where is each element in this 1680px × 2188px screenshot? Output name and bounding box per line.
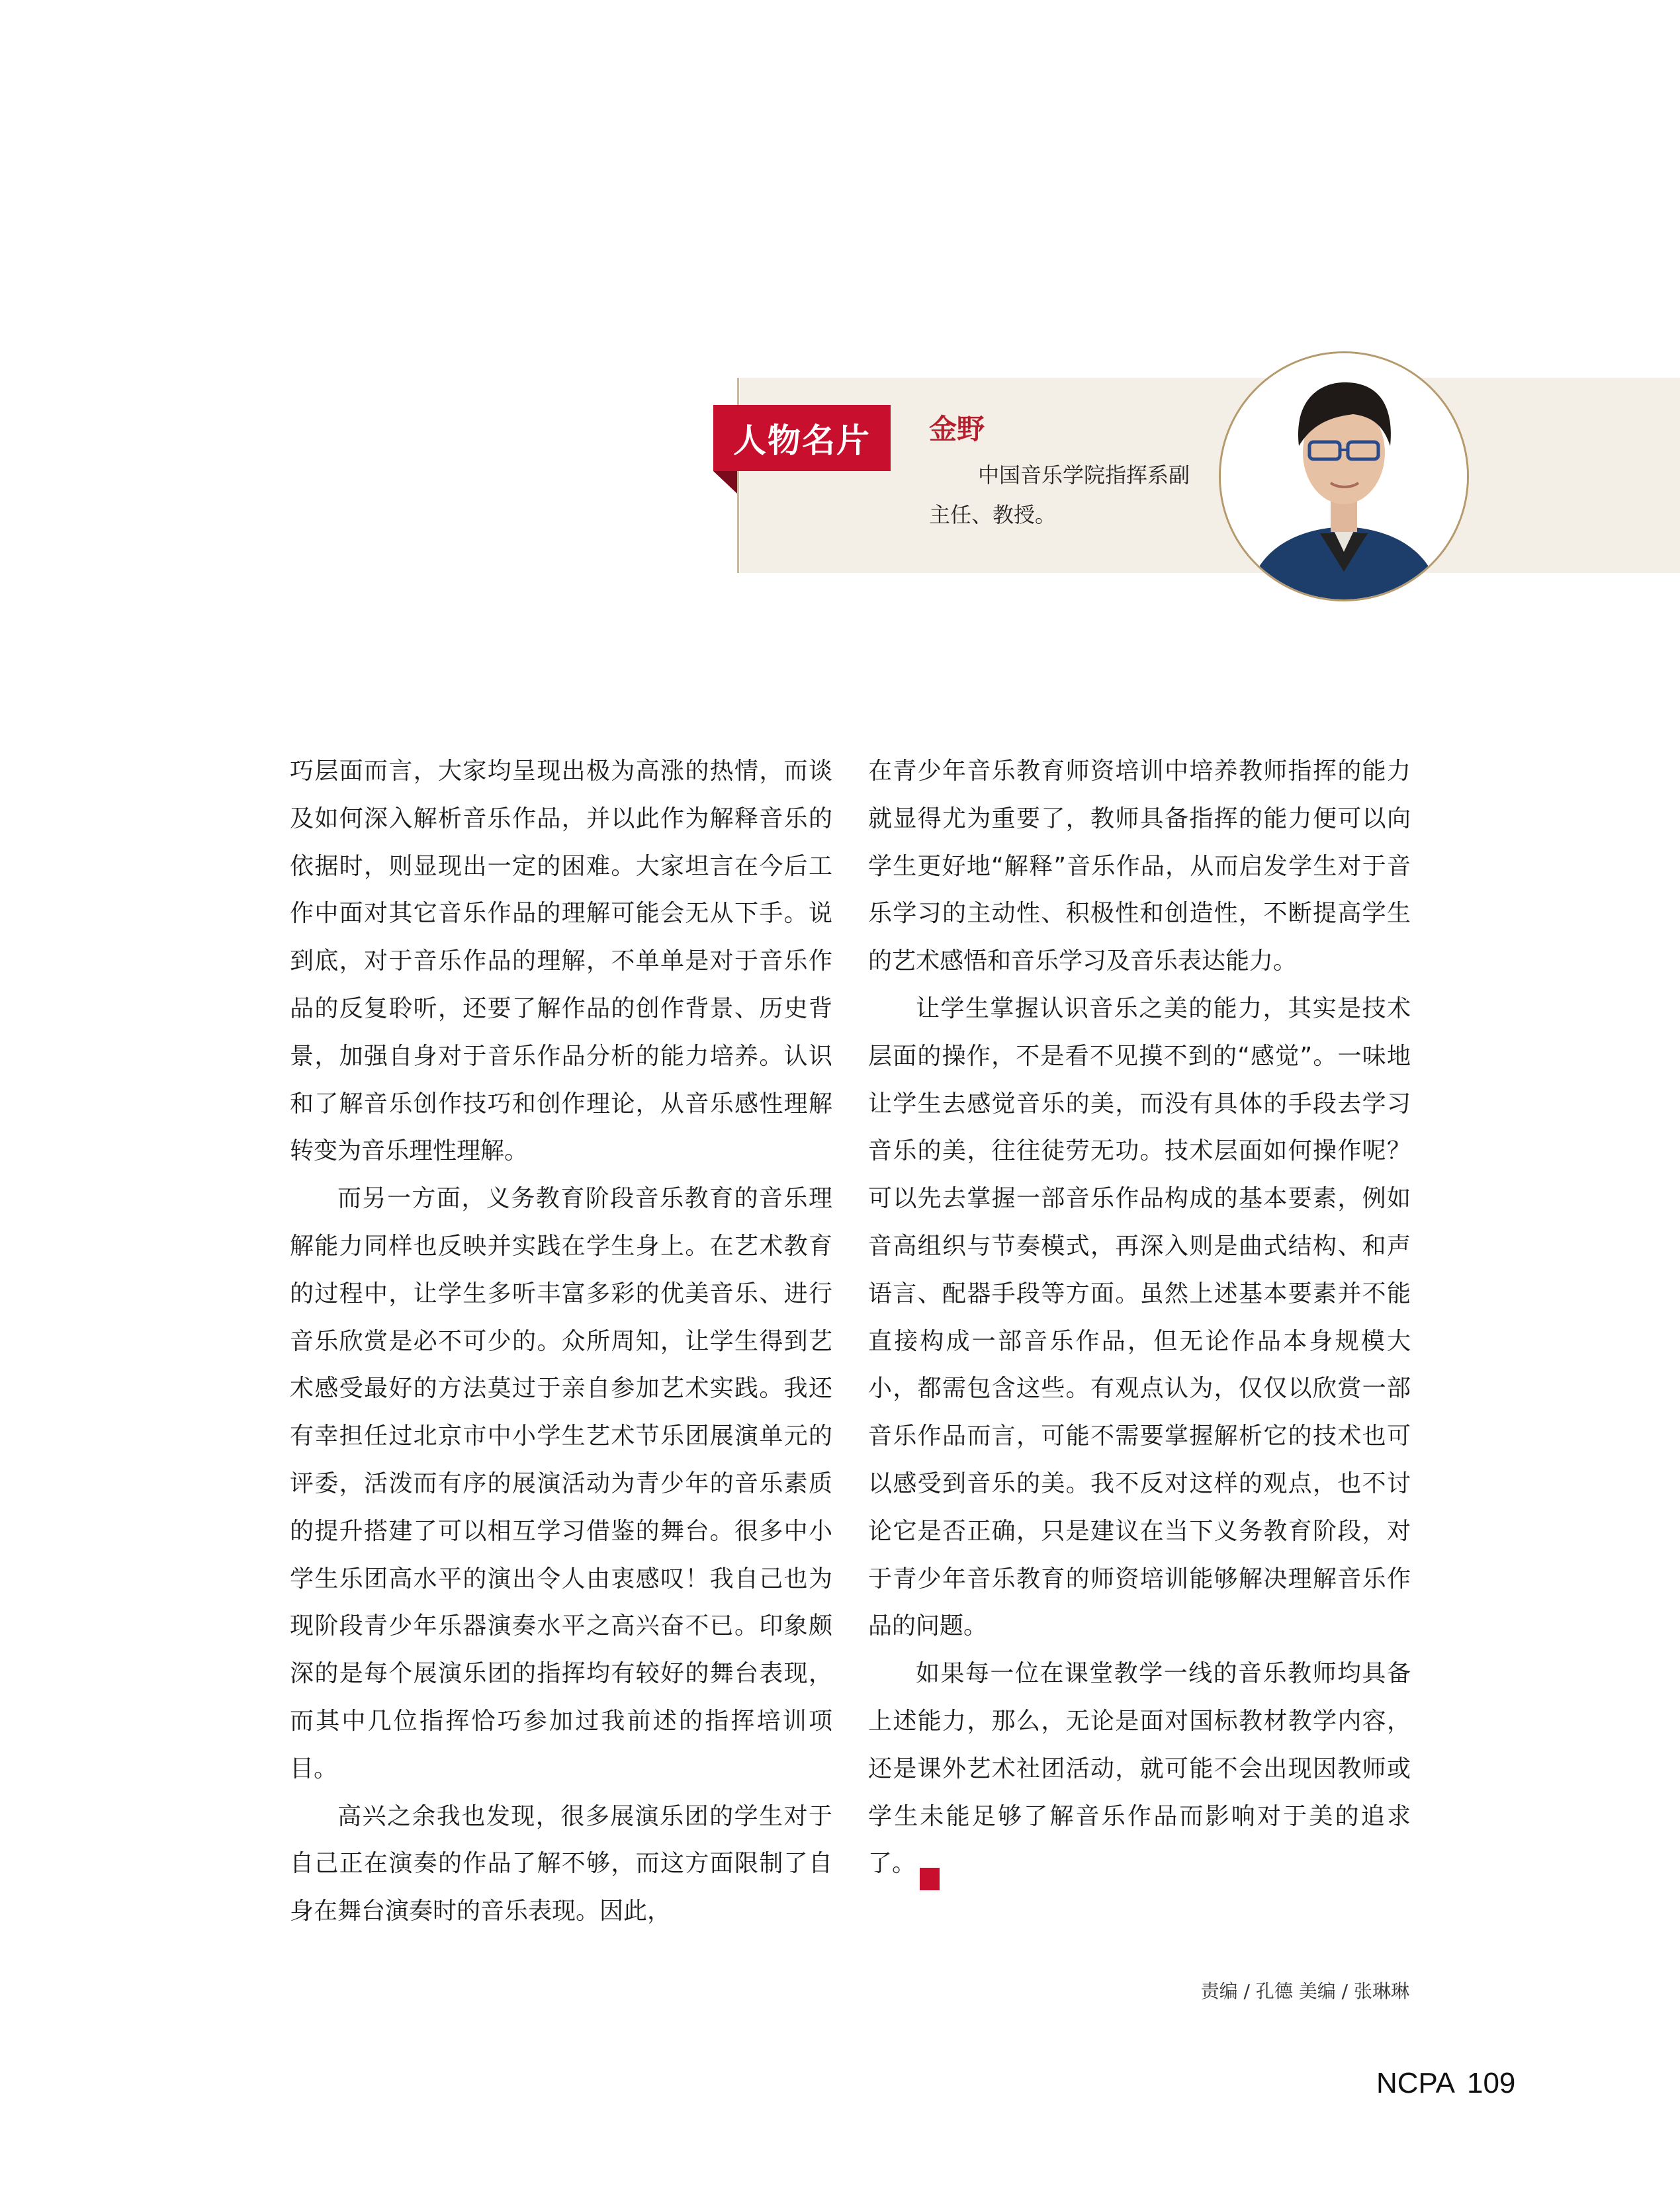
- paragraph: 而另一方面，义务教育阶段音乐教育的音乐理解能力同样也反映并实践在学生身上。在艺术教育的过程中，让学生多听丰富多彩的优美音乐、进行音乐欣赏是必不可少的。众所周知，让学生得到艺术感受最好的方法莫过于亲自参加艺术实践。我还有幸担任过北京市中小学生艺术节乐团展演单元的评委，活泼而有序的展演活动为青少年的音乐素质的提升搭建了可以相互学习借鉴的舞台。很多中小学生乐团高水平的演出令人由衷感叹！我自己也为现阶段青少年乐器演奏水平之高兴奋不已。印象颇深的是每个展演乐团的指挥均有较好的舞台表现，而其中几位指挥恰巧参加过我前述的指挥培训项目。: [290, 1185, 832, 1782]
- portrait-illustration: [1221, 353, 1467, 599]
- folio-brand: NCPA: [1376, 2067, 1455, 2099]
- paragraph: 让学生掌握认识音乐之美的能力，其实是技术层面的操作，不是看不见摸不到的“感觉”。一味地让学生去感觉音乐的美，而没有具体的手段去学习音乐的美，往往徒劳无功。技术层面如何操作呢？可以先去掌握一部音乐作品构成的基本要素，例如音高组织与节奏模式，再深入则是曲式结构、和声语言、配器手段等方面。虽然上述基本要素并不能直接构成一部音乐作品，但无论作品本身规模大小，都需包含这些。有观点认为，仅仅以欣赏一部音乐作品而言，可能不需要掌握解析它的技术也可以感受到音乐的美。我不反对这样的观点，也不讨论它是否正确，只是建议在当下义务教育阶段，对于青少年音乐教育的师资培训能够解决理解音乐作品的问题。: [868, 994, 1411, 1640]
- paragraph-text: 如果每一位在课堂教学一线的音乐教师均具备上述能力，那么，无论是面对国标教材教学内容，还是课外艺术社团活动，就可能不会出现因教师或学生未能足够了解音乐作品而影响对于美的追求了。: [868, 1660, 1411, 1878]
- paragraph: 巧层面而言，大家均呈现出极为高涨的热情，而谈及如何深入解析音乐作品，并以此作为解释音乐的依据时，则显现出一定的困难。大家坦言在今后工作中面对其它音乐作品的理解可能会无从下手。说到底，对于音乐作品的理解，不单单是对于音乐作品的反复聆听，还要了解作品的创作背景、历史背景，加强自身对于音乐作品分析的能力培养。认识和了解音乐创作技巧和创作理论，从音乐感性理解转变为音乐理性理解。: [290, 758, 832, 1165]
- article-column-left: [290, 748, 832, 1935]
- page-folio: [1376, 2067, 1515, 2100]
- end-mark-icon: NCPA: [920, 1868, 940, 1890]
- editor-credits: 责编 / 孔德 美编 / 张琳琳: [1200, 1980, 1409, 2002]
- page-number: 109: [1466, 2067, 1516, 2099]
- article-column-right: [868, 748, 1411, 1890]
- profile-tag: 人物名片: [713, 405, 891, 471]
- profile-bio: 中国音乐学院指挥系副主任、教授。: [929, 462, 1190, 527]
- profile-name: 金野: [929, 413, 985, 445]
- portrait-photo: [1219, 351, 1469, 601]
- paragraph: 高兴之余我也发现，很多展演乐团的学生对于自己正在演奏的作品了解不够，而这方面限制了自身在舞台演奏时的音乐表现。因此，: [290, 1802, 832, 1925]
- paragraph: 在青少年音乐教育师资培训中培养教师指挥的能力就显得尤为重要了，教师具备指挥的能力便可以向学生更好地“解释”音乐作品，从而启发学生对于音乐学习的主动性、积极性和创造性，不断提高学生的艺术感悟和音乐学习及音乐表达能力。: [868, 758, 1411, 975]
- last-paragraph: [868, 1650, 1411, 1890]
- profile-tag-fold: [713, 471, 737, 494]
